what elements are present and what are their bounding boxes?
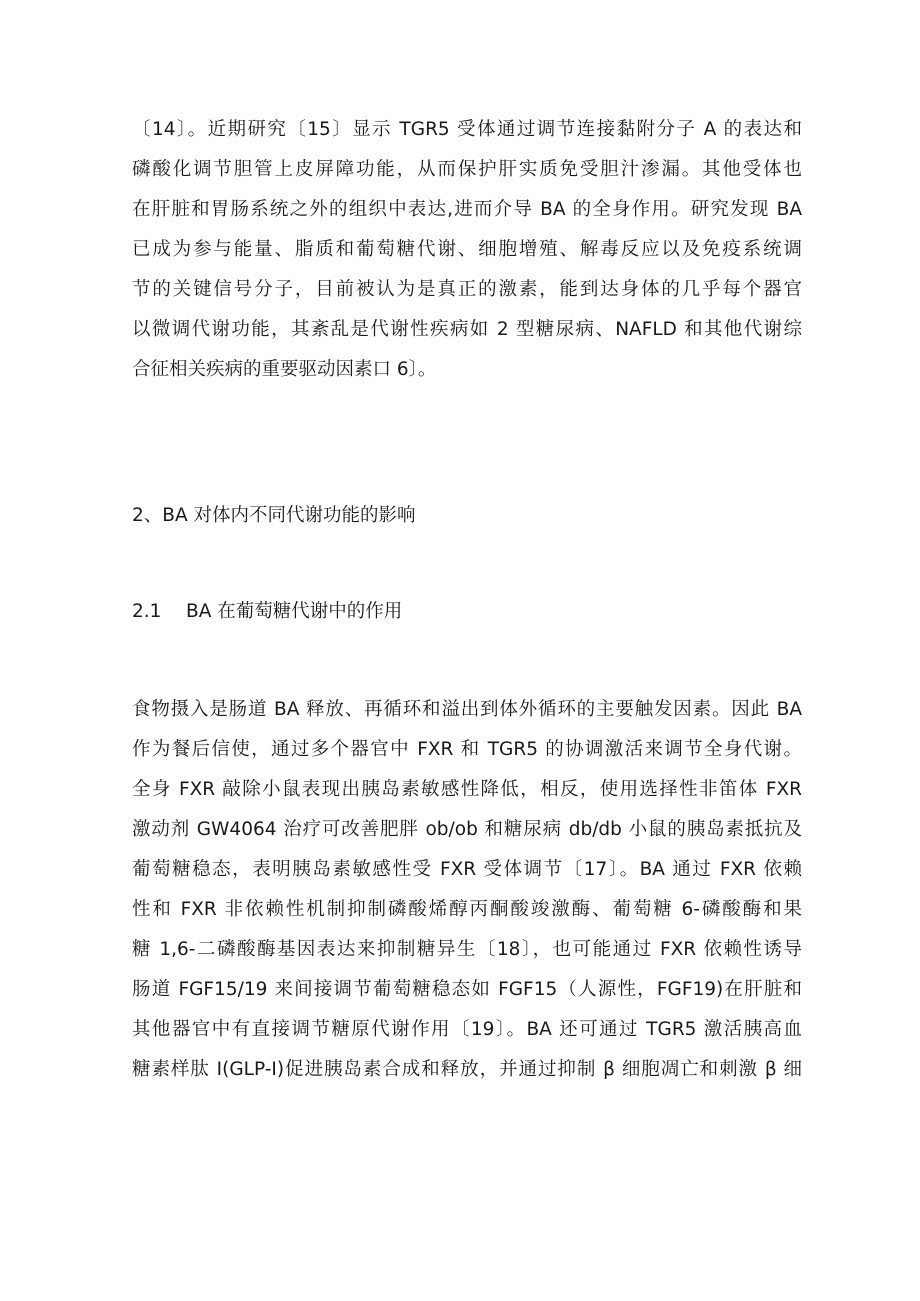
paragraph-2	[132, 690, 802, 1090]
paragraph-line: 糖 1,6-二磷酸酶基因表达来抑制糖异生〔18〕，也可能通过 FXR 依赖性诱导	[132, 939, 802, 960]
paragraph-line: 食物摄入是肠道 BA 释放、再循环和溢出到体外循环的主要触发因素。因此 BA	[132, 699, 802, 720]
paragraph-line: 节的关键信号分子，目前被认为是真正的激素，能到达身体的几乎每个器官	[132, 279, 802, 300]
paragraph-line: 以微调代谢功能，其紊乱是代谢性疾病如 2 型糖尿病、NAFLD 和其他代谢综	[132, 319, 802, 340]
paragraph-line: 〔14〕。近期研究〔15〕显示 TGR5 受体通过调节连接黏附分子 A 的表达和	[132, 119, 802, 140]
paragraph-line: 葡萄糖稳态，表明胰岛素敏感性受 FXR 受体调节〔17〕。BA 通过 FXR 依赖	[132, 859, 802, 880]
subsection-number: 2.1	[132, 601, 162, 622]
paragraph-1	[132, 110, 802, 390]
paragraph-line: 糖素样肽 I(GLP-I)促进胰岛素合成和释放，并通过抑制 β 细胞凋亡和刺激 β 细	[132, 1059, 802, 1080]
paragraph-line: 磷酸化调节胆管上皮屏障功能，从而保护肝实质免受胆汁渗漏。其他受体也	[132, 159, 802, 180]
paragraph-line: 激动剂 GW4064 治疗可改善肥胖 ob/ob 和糖尿病 db/db 小鼠的胰岛素抵抗及	[132, 819, 802, 840]
subsection-title: BA 在葡萄糖代谢中的作用	[186, 601, 403, 622]
paragraph-line: 在肝脏和胃肠系统之外的组织中表达,进而介导 BA 的全身作用。研究发现 BA	[132, 199, 802, 220]
paragraph-line: 其他器官中有直接调节糖原代谢作用〔19〕。BA 还可通过 TGR5 激活胰高血	[132, 1019, 802, 1040]
paragraph-line: 合征相关疾病的重要驱动因素口 6〕。	[132, 359, 437, 380]
section-heading: 2、BA 对体内不同代谢功能的影响	[132, 505, 416, 526]
paragraph-line: 已成为参与能量、脂质和葡萄糖代谢、细胞增殖、解毒反应以及免疫系统调	[132, 239, 802, 260]
paragraph-line: 性和 FXR 非依赖性机制抑制磷酸烯醇丙酮酸竣激酶、葡萄糖 6-磷酸酶和果	[132, 899, 802, 920]
paragraph-line: 作为餐后信使，通过多个器官中 FXR 和 TGR5 的协调激活来调节全身代谢。	[132, 739, 802, 760]
paragraph-line: 全身 FXR 敲除小鼠表现出胰岛素敏感性降低，相反，使用选择性非笛体 FXR	[132, 779, 802, 800]
paragraph-line: 肠道 FGF15/19 来间接调节葡萄糖稳态如 FGF15（人源性，FGF19)在肝脏和	[132, 979, 802, 1000]
subsection-heading	[132, 592, 402, 632]
